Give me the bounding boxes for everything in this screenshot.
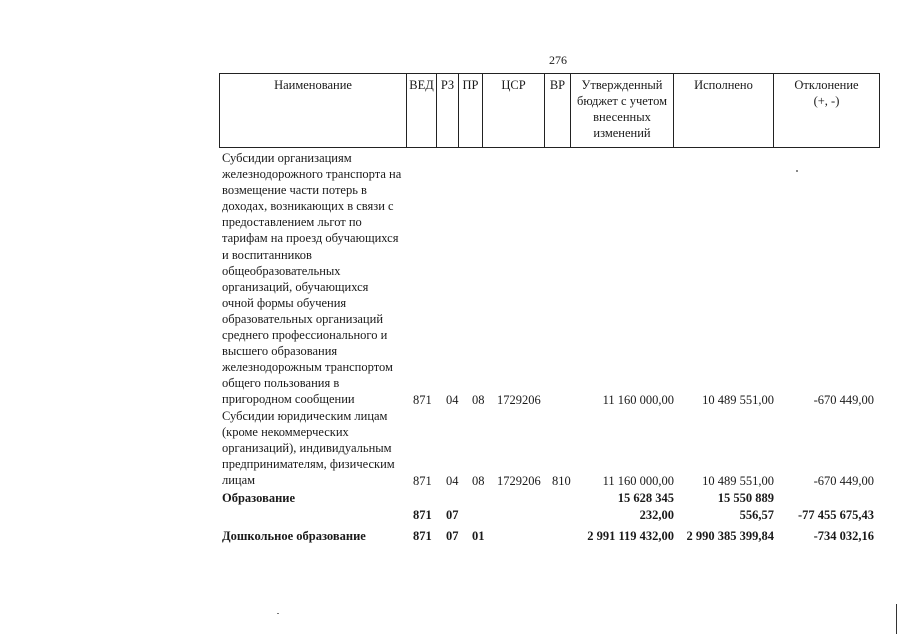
table-header	[219, 73, 880, 148]
col-header-vr: ВР	[545, 74, 571, 148]
row-3-rz: 07	[446, 508, 459, 522]
name-line: (кроме некоммерческих	[222, 425, 349, 440]
deviation-header-line: Отклонение	[794, 78, 859, 92]
row-3-executed-line2: 556,57	[739, 508, 774, 522]
row-3-name: Образование	[222, 491, 296, 505]
page-number: 276	[549, 53, 567, 67]
row-3-deviation: -77 455 675,43	[797, 508, 874, 522]
row-1-executed: 10 489 551,00	[702, 393, 774, 407]
name-line: тарифам на проезд обучающихся	[222, 231, 399, 246]
name-line: общеобразовательных	[222, 263, 341, 278]
deviation-header-line: (+, -)	[813, 94, 840, 108]
col-header-executed: Исполнено	[674, 74, 774, 148]
name-line: среднего профессионального и	[222, 328, 388, 343]
approved-header-line: Утвержденный	[581, 78, 663, 92]
row-2-approved: 11 160 000,00	[602, 474, 674, 488]
approved-header-line: внесенных	[593, 110, 651, 124]
col-header-rz: РЗ	[437, 74, 459, 148]
row-1-csr: 1729206	[497, 393, 541, 407]
name-line: и воспитанников	[222, 247, 312, 262]
name-line: организаций), индивидуальным	[222, 441, 392, 456]
scan-speck	[277, 613, 279, 614]
scan-speck	[796, 170, 798, 172]
row-4-rz: 07	[446, 529, 459, 543]
row-2-ved: 871	[413, 474, 432, 488]
row-3-ved: 871	[413, 508, 432, 522]
row-4-name: Дошкольное образование	[222, 529, 366, 543]
name-line: очной формы обучения	[222, 295, 347, 310]
row-4-executed: 2 990 385 399,84	[686, 529, 774, 543]
row-2-pr: 08	[472, 474, 485, 488]
col-header-name: Наименование	[220, 74, 407, 148]
name-line: железнодорожного транспорта на	[222, 167, 402, 182]
col-header-ved: ВЕД	[407, 74, 437, 148]
name-line: предоставлением льгот по	[222, 215, 362, 230]
name-line: образовательных организаций	[222, 311, 384, 326]
name-line: Субсидии организациям	[222, 151, 352, 165]
approved-header-line: бюджет с учетом	[576, 94, 667, 108]
row-1-pr: 08	[472, 393, 485, 407]
approved-header-line: изменений	[593, 126, 651, 140]
name-line: лицам	[222, 473, 256, 488]
row-2-name	[222, 408, 395, 488]
name-line: предпринимателям, физическим	[222, 457, 395, 472]
col-header-approved	[571, 74, 674, 148]
name-line: железнодорожным транспортом	[222, 360, 393, 375]
name-line: Субсидии юридическим лицам	[222, 409, 388, 423]
col-header-deviation	[774, 74, 880, 148]
row-1-name	[222, 150, 401, 408]
row-4-ved: 871	[413, 529, 432, 543]
row-1-ved: 871	[413, 393, 432, 407]
row-2-executed: 10 489 551,00	[702, 474, 774, 488]
name-line: высшего образования	[222, 344, 338, 359]
name-line: организаций, обучающихся	[222, 279, 369, 294]
row-1-deviation: -670 449,00	[813, 393, 874, 407]
row-1-approved: 11 160 000,00	[602, 393, 674, 407]
row-4-approved: 2 991 119 432,00	[587, 529, 674, 543]
name-line: возмещение части потерь в	[222, 183, 367, 198]
name-line: общего пользования в	[222, 376, 340, 391]
row-2-rz: 04	[446, 474, 459, 488]
row-4-deviation: -734 032,16	[813, 529, 874, 543]
row-2-vr: 810	[552, 474, 571, 488]
row-4-pr: 01	[472, 529, 485, 543]
row-3-approved-line2: 232,00	[639, 508, 674, 522]
row-2-deviation: -670 449,00	[813, 474, 874, 488]
name-line: пригородном сообщении	[222, 392, 355, 407]
col-header-pr: ПР	[459, 74, 483, 148]
row-1-rz: 04	[446, 393, 459, 407]
scan-edge-line	[896, 604, 897, 634]
col-header-csr: ЦСР	[483, 74, 545, 148]
row-3-executed-line1: 15 550 889	[717, 491, 774, 505]
name-line: доходах, возникающих в связи с	[222, 199, 394, 214]
row-3-approved-line1: 15 628 345	[617, 491, 674, 505]
row-2-csr: 1729206	[497, 474, 541, 488]
